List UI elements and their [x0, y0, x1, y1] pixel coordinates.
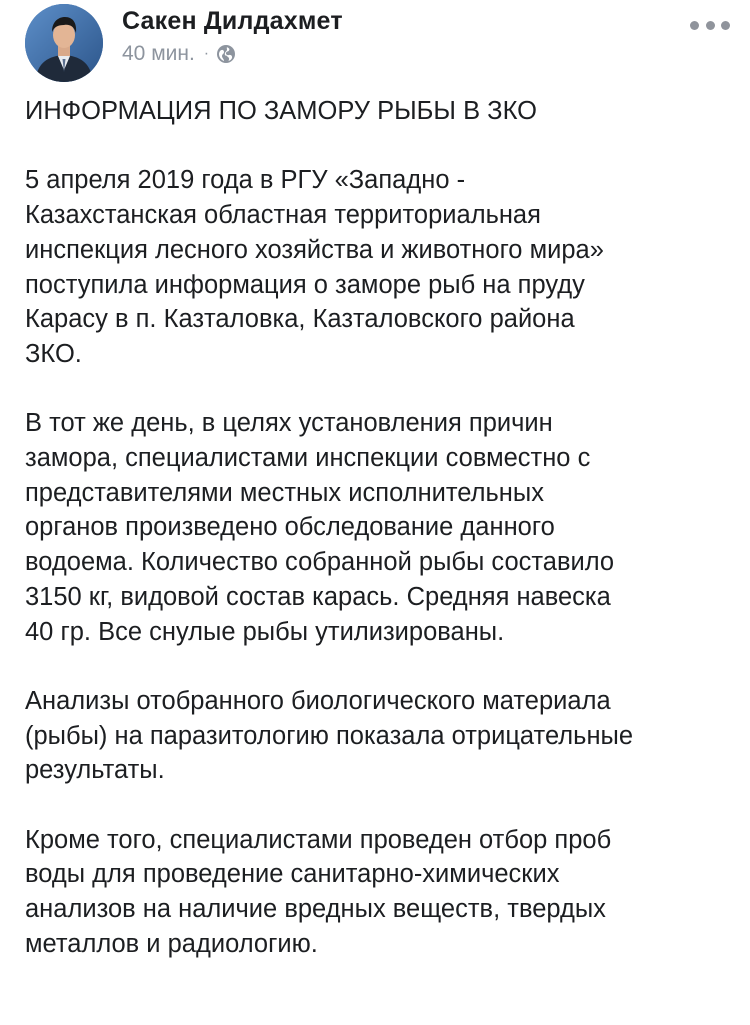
post-paragraph: 5 апреля 2019 года в РГУ «Западно - Казахстанская областная территориальная инспекция лесного хозяйства и животного мира» поступила информация о заморе рыб на пруду Карасу в п. Казталовка, Казталовского района ЗКО.: [25, 166, 604, 368]
post-header: [0, 0, 750, 90]
avatar-image: [25, 4, 103, 82]
post-paragraph: Анализы отобранного биологического материала (рыбы) на паразитологию показала отрицательные результаты.: [25, 686, 634, 785]
post-meta: [122, 42, 236, 66]
avatar[interactable]: [25, 4, 103, 82]
globe-icon: [216, 44, 236, 64]
dot-icon: [721, 21, 730, 30]
post-paragraph: В тот же день, в целях установления причин замора, специалистами инспекции совместно с представителями местных исполнительных органов произведено обследование данного водоема. Количество собранной рыбы составило 3150 кг, видовой состав карась. Средняя навеска 40 гр. Все снулые рыбы утилизированы.: [25, 409, 615, 646]
post-paragraph: Кроме того, специалистами проведен отбор проб воды для проведение санитарно-химических анализов на наличие вредных веществ, твердых металлов и радиологию.: [25, 825, 612, 958]
more-options-icon[interactable]: [690, 14, 730, 36]
meta-separator: ·: [203, 45, 210, 62]
dot-icon: [706, 21, 715, 30]
post-paragraph-title: ИНФОРМАЦИЯ ПО ЗАМОРУ РЫБЫ В ЗКО: [25, 97, 537, 125]
author-name[interactable]: Сакен Дилдахмет: [122, 7, 343, 35]
post-body: [25, 94, 735, 996]
post-timestamp[interactable]: 40 мин.: [122, 42, 195, 65]
dot-icon: [690, 21, 699, 30]
